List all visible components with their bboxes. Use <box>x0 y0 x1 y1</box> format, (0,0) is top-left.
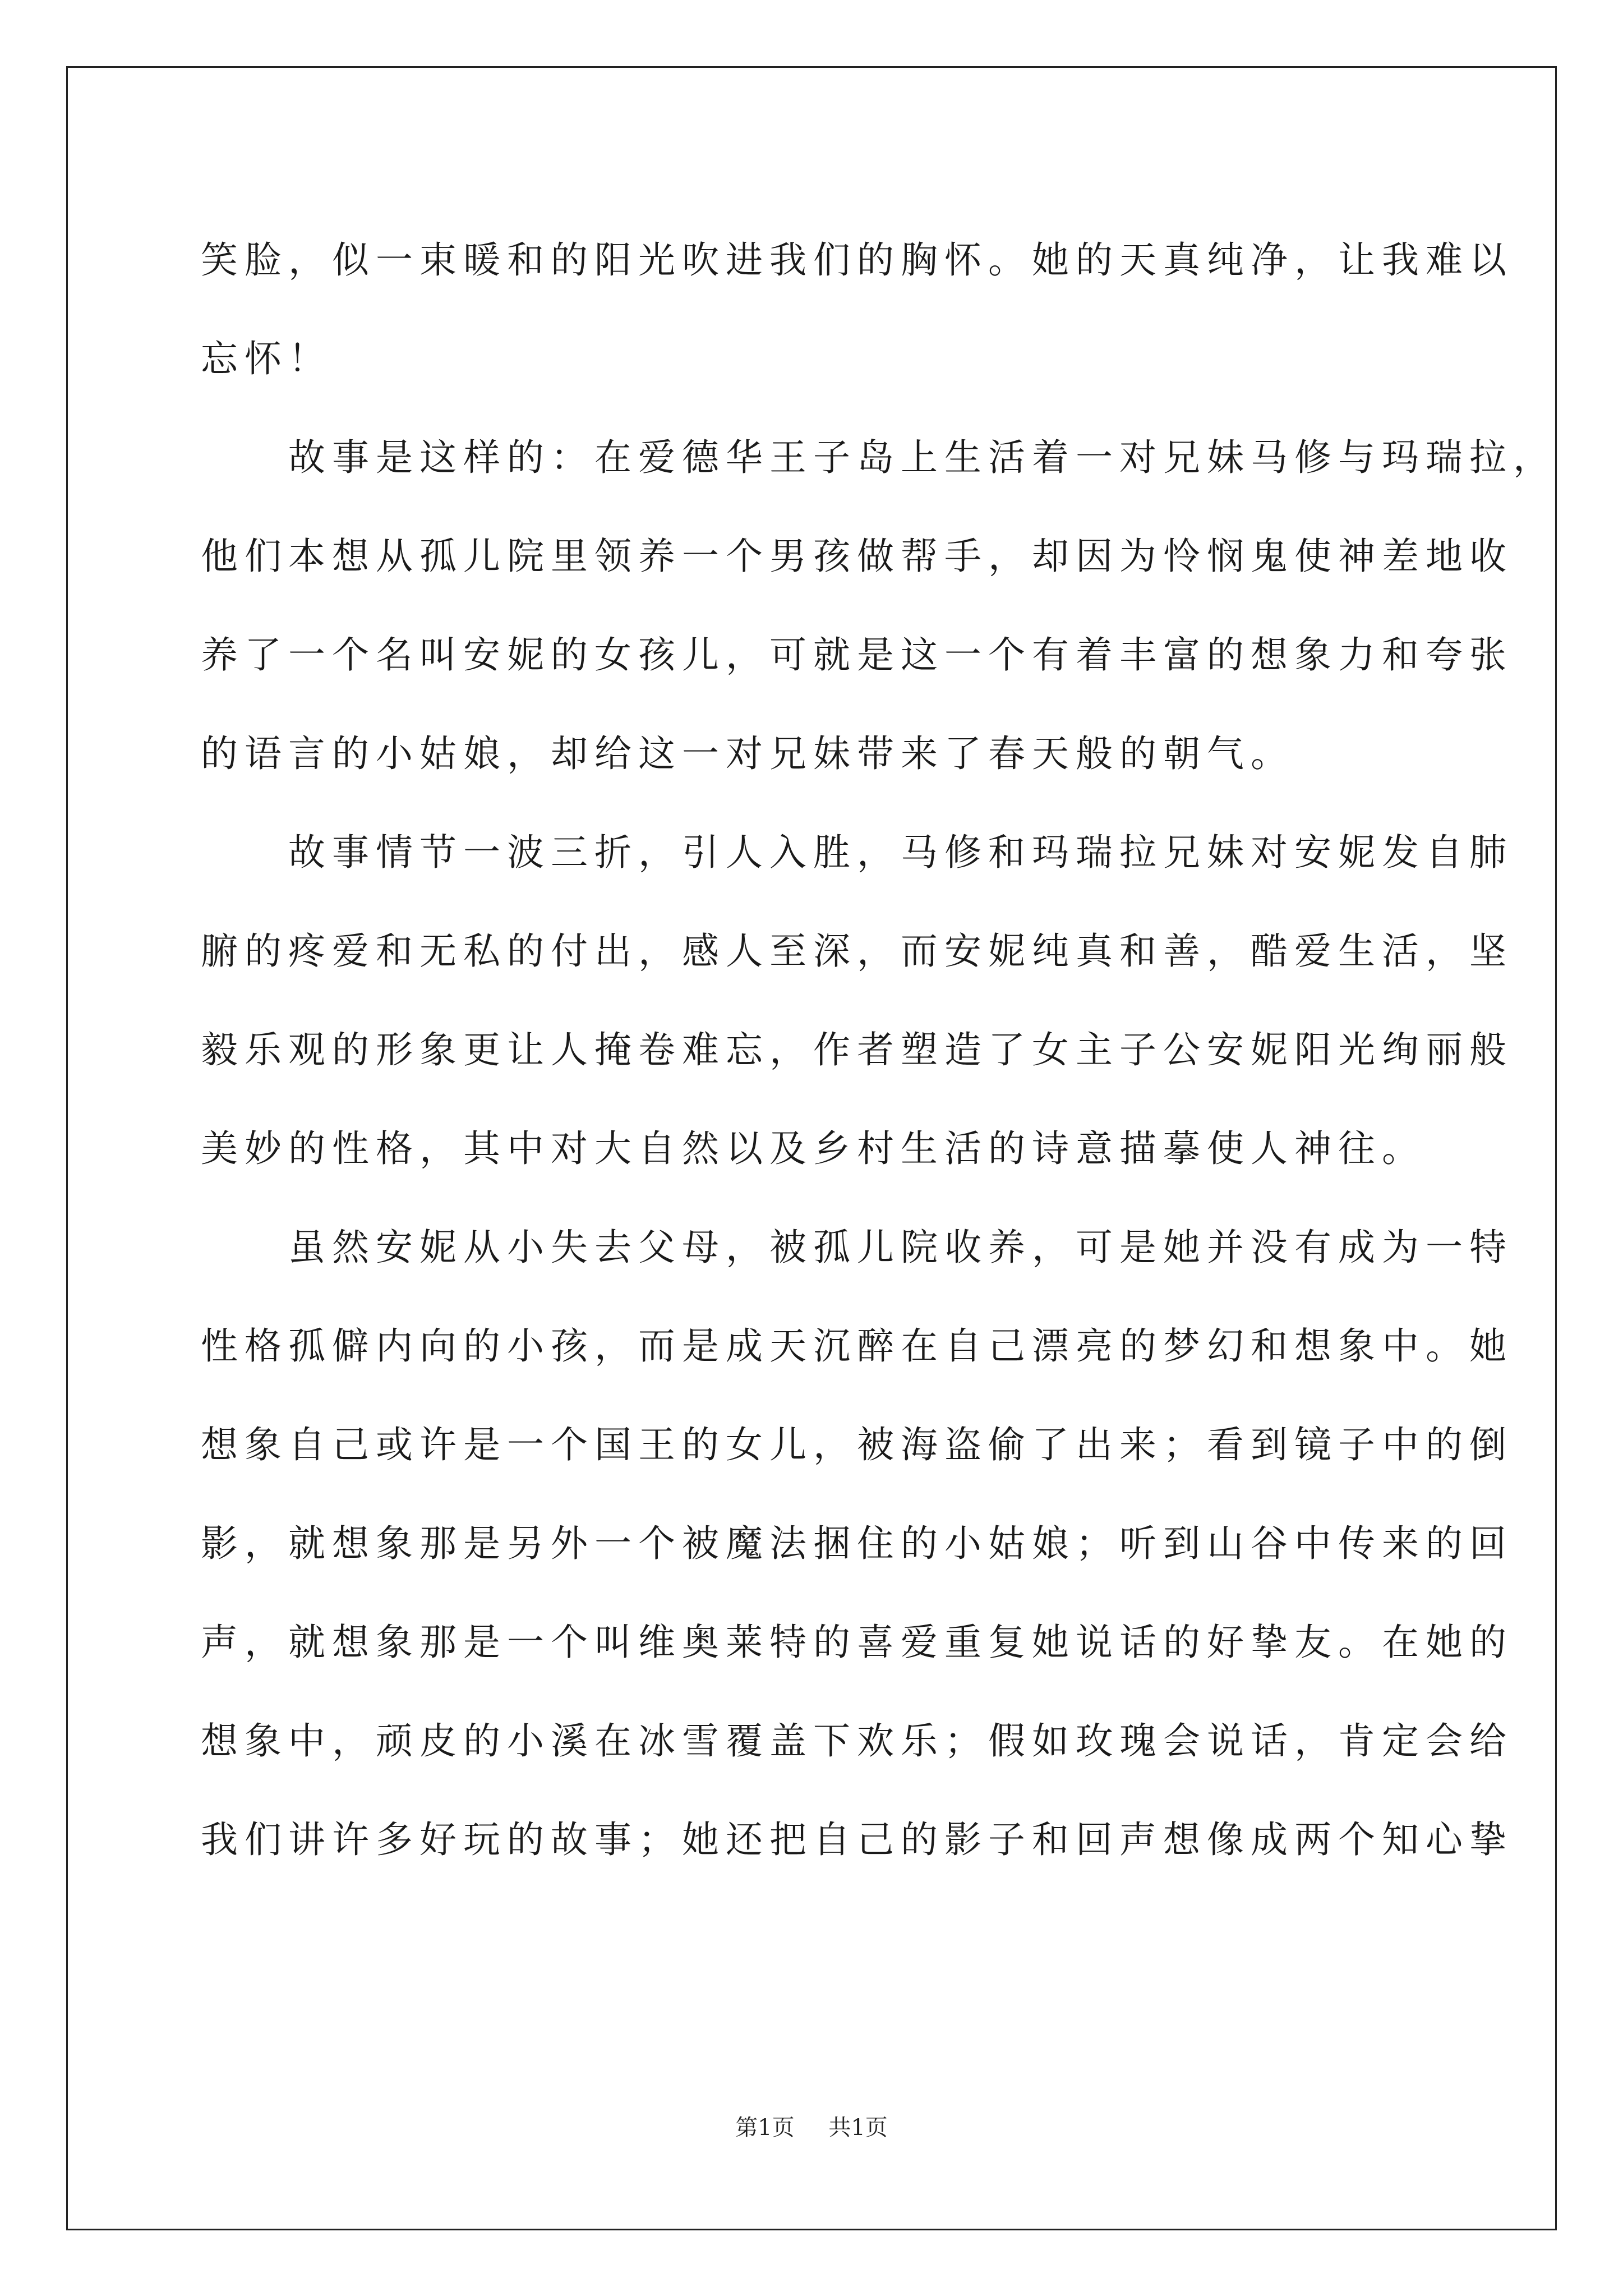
text-line: 忘怀！ <box>201 337 332 380</box>
page-total: 共1页 <box>828 2115 888 2141</box>
page-footer <box>0 2114 1623 2142</box>
text-line: 美妙的性格，其中对大自然以及乡村生活的诗意描摹使人神往。 <box>201 1127 1426 1170</box>
text-line: 故事是这样的：在爱德华王子岛上生活着一对兄妹马修与玛瑞拉， <box>288 436 1557 479</box>
text-line: 影，就想象那是另外一个被魔法捆住的小姑娘；听到山谷中传来的回 <box>201 1522 1513 1565</box>
text-line: 笑脸，似一束暖和的阳光吹进我们的胸怀。她的天真纯净，让我难以 <box>201 238 1513 282</box>
text-line: 虽然安妮从小失去父母，被孤儿院收养，可是她并没有成为一特 <box>288 1226 1513 1269</box>
text-line: 性格孤僻内向的小孩，而是成天沉醉在自己漂亮的梦幻和想象中。她 <box>201 1324 1513 1368</box>
text-line: 他们本想从孤儿院里领养一个男孩做帮手，却因为怜悯鬼使神差地收 <box>201 535 1513 578</box>
text-line: 声，就想象那是一个叫维奥莱特的喜爱重复她说话的好挚友。在她的 <box>201 1621 1513 1664</box>
page-number: 第1页 <box>735 2115 795 2141</box>
text-line: 想象自己或许是一个国王的女儿，被海盗偷了出来；看到镜子中的倒 <box>201 1423 1513 1466</box>
text-line: 想象中，顽皮的小溪在冰雪覆盖下欢乐；假如玫瑰会说话，肯定会给 <box>201 1719 1513 1763</box>
text-line: 的语言的小姑娘，却给这一对兄妹带来了春天般的朝气。 <box>201 732 1294 775</box>
text-line: 养了一个名叫安妮的女孩儿，可就是这一个有着丰富的想象力和夸张 <box>201 633 1513 677</box>
text-line: 我们讲许多好玩的故事；她还把自己的影子和回声想像成两个知心挚 <box>201 1818 1513 1861</box>
text-line: 故事情节一波三折，引人入胜，马修和玛瑞拉兄妹对安妮发自肺 <box>288 831 1513 874</box>
text-line: 毅乐观的形象更让人掩卷难忘，作者塑造了女主子公安妮阳光绚丽般 <box>201 1028 1513 1071</box>
text-line: 腑的疼爱和无私的付出，感人至深，而安妮纯真和善，酷爱生活，坚 <box>201 930 1513 973</box>
document-body <box>201 211 1557 1889</box>
